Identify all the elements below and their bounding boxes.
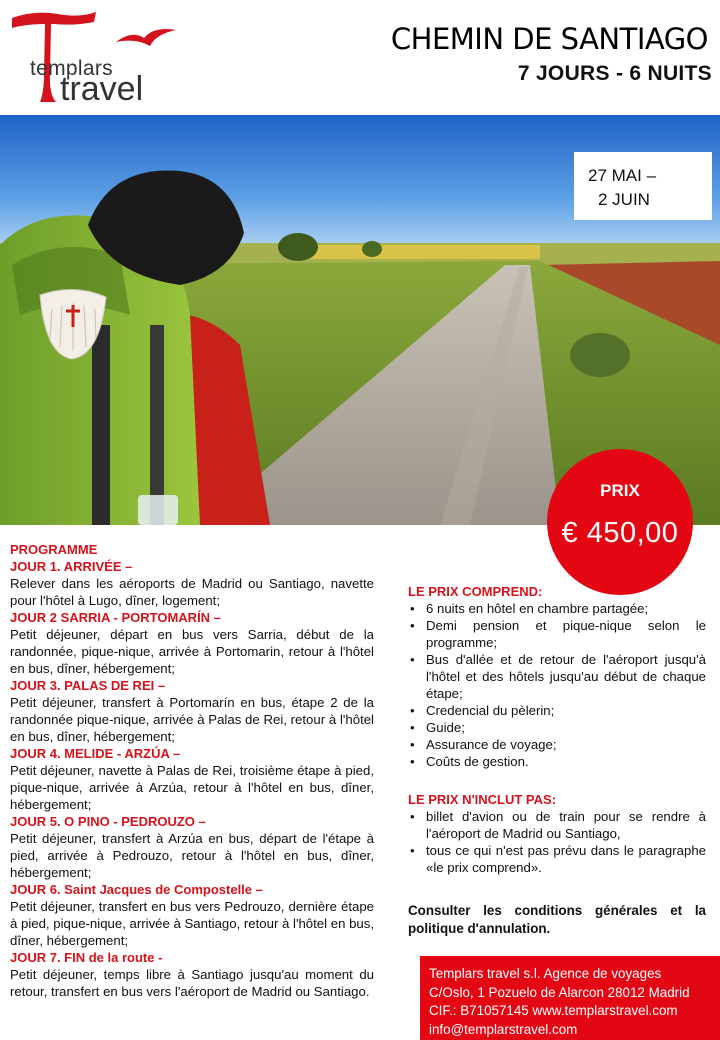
- list-item: • Credencial du pèlerin;: [408, 702, 706, 719]
- excludes-heading: LE PRIX N'INCLUT PAS:: [408, 792, 557, 807]
- logo-word-templars: templars: [30, 57, 113, 80]
- price-badge: [547, 449, 693, 595]
- day-4-title: JOUR 4. MELIDE - ARZÚA –: [10, 746, 181, 761]
- company-cif-website[interactable]: CIF.: B71057145 www.templarstravel.com: [429, 1003, 678, 1018]
- list-item: • Bus d'allée et de retour de l'aéroport jusqu'à l'hôtel et des hôtels jusqu'au début de chaque étape;: [408, 651, 706, 702]
- day-6-text: Petit déjeuner, transfert en bus vers Pedrouzo, dernière étape à pied, pique-nique, arrivée à Santiago, retour à l'hôtel en bus, dîner, hébergement;: [10, 899, 374, 948]
- day-7-title: JOUR 7. FIN de la route -: [10, 950, 163, 965]
- day-1-title: JOUR 1. ARRIVÉE –: [10, 559, 133, 574]
- day-2-text: Petit déjeuner, départ en bus vers Sarria, début de la randonnée, pique-nique, arrivée à Portomarin, retour à l'hôtel en bus, dîner, hébergement;: [10, 627, 374, 676]
- price-details-section: [408, 583, 706, 876]
- excludes-list: [408, 808, 706, 876]
- date-end: 2 JUIN: [598, 190, 650, 209]
- day-3-title: JOUR 3. PALAS DE REI –: [10, 678, 166, 693]
- day-3-text: Petit déjeuner, transfert à Portomarín en bus, étape 2 de la randonnée pique-nique, arrivée à Palas de Rei, retour à l'hôtel en bus, dîner, hébergement;: [10, 695, 374, 744]
- list-item: • tous ce qui n'est pas prévu dans le paragraphe «le prix comprend».: [408, 842, 706, 876]
- includes-list: [408, 600, 706, 770]
- templars-travel-logo[interactable]: [4, 4, 194, 106]
- header: [0, 0, 720, 115]
- list-item: • Demi pension et pique-nique selon le programme;: [408, 617, 706, 651]
- date-start: 27 MAI –: [588, 166, 657, 185]
- includes-heading: LE PRIX COMPREND:: [408, 584, 543, 599]
- day-4-text: Petit déjeuner, navette à Palas de Rei, troisième étape à pied, pique-nique, arrivée à Arzúa, retour à l'hôtel en bus, dîner, hébergement;: [10, 763, 374, 812]
- list-item: • Assurance de voyage;: [408, 736, 706, 753]
- company-email[interactable]: info@templarstravel.com: [429, 1021, 578, 1037]
- day-7-text: Petit déjeuner, temps libre à Santiago jusqu'au moment du retour, transfert en bus vers l'aéroport de Madrid ou Santiago.: [10, 967, 374, 999]
- day-2-title: JOUR 2 SARRIA - PORTOMARÍN –: [10, 610, 221, 625]
- travel-dates-box: [574, 152, 712, 220]
- program-heading: PROGRAMME: [10, 542, 98, 557]
- list-item: • billet d'avion ou de train pour se rendre à l'aéroport de Madrid ou Santiago,: [408, 808, 706, 842]
- day-6-title: JOUR 6. Saint Jacques de Compostelle –: [10, 882, 263, 897]
- day-5-text: Petit déjeuner, transfert à Arzúa en bus, départ de l'étape à pied, arrivée à Pedrouzo, retour à l'hôtel en bus, dîner, hébergement;: [10, 831, 374, 880]
- day-1-text: Relever dans les aéroports de Madrid ou Santiago, navette pour l'hôtel à Lugo, dîner, logement;: [10, 576, 374, 608]
- program-section: [10, 541, 374, 1000]
- page-title: CHEMIN DE SANTIAGO: [390, 22, 708, 56]
- conditions-notice: Consulter les conditions générales et la politique d'annulation.: [408, 903, 706, 936]
- company-name: Templars travel s.l. Agence de voyages: [429, 966, 662, 981]
- price-label: PRIX: [600, 481, 640, 500]
- company-address: C/Oslo, 1 Pozuelo de Alarcon 28012 Madrid: [429, 984, 690, 1000]
- contact-box: [420, 956, 720, 1040]
- list-item: • Coûts de gestion.: [408, 753, 706, 770]
- price-value: € 450,00: [561, 517, 679, 549]
- day-5-title: JOUR 5. O PINO - PEDROUZO –: [10, 814, 206, 829]
- list-item: • 6 nuits en hôtel en chambre partagée;: [408, 600, 706, 617]
- page-subtitle: 7 JOURS - 6 NUITS: [517, 62, 712, 85]
- logo-word-travel: travel: [60, 70, 144, 108]
- list-item: • Guide;: [408, 719, 706, 736]
